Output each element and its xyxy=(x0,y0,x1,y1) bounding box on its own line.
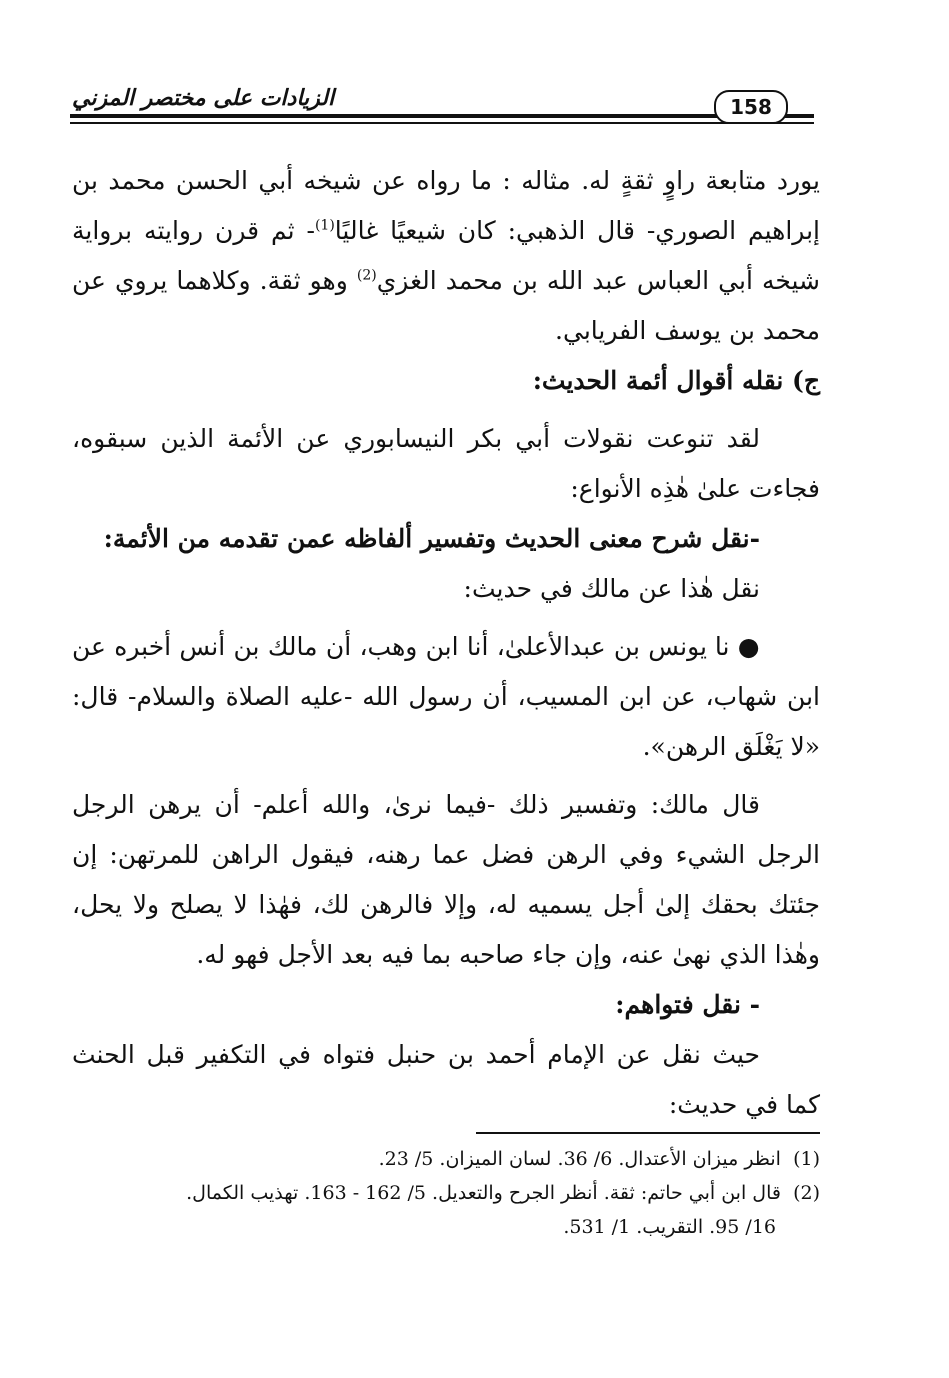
footnote-2 xyxy=(80,1176,820,1210)
footnote-1-number: (1) xyxy=(793,1148,820,1170)
footnote-2-continuation: 16/ 95. التقريب. 1/ 531. xyxy=(563,1216,776,1238)
footnote-2-number: (2) xyxy=(793,1182,820,1204)
paragraph-fatwa: حيث نقل عن الإمام أحمد بن حنبل فتواه في التكفير قبل الحنث كما في حديث: xyxy=(72,1040,820,1119)
footnotes xyxy=(80,1142,820,1244)
footnote-ref-1: (1) xyxy=(314,217,335,234)
section-heading: ج) نقله أقوال أئمة الحديث: xyxy=(532,366,820,395)
list-item-explanation: -نقل شرح معنى الحديث وتفسير ألفاظه عمن تقدمه من الأئمة: xyxy=(103,524,760,553)
footnote-1-text: انظر ميزان الأعتدال. 6/ 36. لسان الميزان. 5/ 23. xyxy=(378,1148,781,1170)
paragraph-malik-intro: نقل هٰذا عن مالك في حديث: xyxy=(463,574,760,603)
footnote-2-text: قال ابن أبي حاتم: ثقة. أنظر الجرح والتعديل. 5/ 162 - 163. تهذيب الكمال. xyxy=(186,1182,781,1204)
paragraph-intro-part3: وهو ثقة. وكلاهما يروي عن محمد بن يوسف الفريابي. xyxy=(72,266,820,345)
page-header xyxy=(70,80,814,130)
main-text xyxy=(72,156,820,1130)
running-title: الزيادات على مختصر المزني xyxy=(72,86,335,111)
list-item-fatwa: - نقل فتواهم: xyxy=(615,990,760,1019)
paragraph-intro-part1: يورد متابعة راوٍ ثقةٍ له. مثاله : ما رواه عن شيخه أبي الحسن محمد بن إبراهيم الصوري- قال الذهبي: كان شيعيًا غاليًا xyxy=(72,166,820,245)
footnote-ref-2: (2) xyxy=(356,267,377,284)
header-rule-thin xyxy=(70,122,814,124)
hadith-body: نا يونس بن عبدالأعلىٰ، أنا ابن وهب، أن مالك بن أنس أخبره عن ابن شهاب، عن ابن المسيب، أن رسول الله -عليه الصلاة والسلام- قال: «لا يَغْلَق الرهن». xyxy=(72,632,820,761)
bullet-icon: ● xyxy=(737,632,760,661)
footnote-1 xyxy=(80,1142,820,1176)
malik-commentary: قال مالك: وتفسير ذلك -فيما نرىٰ، والله أعلم- أن يرهن الرجل الرجل الشيء وفي الرهن فضل عما رهنه، فيقول الراهن للمرتهن: إن جئتك بحقك إلىٰ أجل يسميه له، وإلا فالرهن لك، فهٰذا لا يصلح ولا يحل، وهٰذا الذي نهىٰ عنه، وإن جاء صاحبه بما فيه بعد الأجل فهو له. xyxy=(72,790,820,969)
paragraph-intro xyxy=(72,156,820,356)
paragraph-types: لقد تنوعت نقولات أبي بكر النيسابوري عن الأئمة الذين سبقوه، فجاءت علىٰ هٰذِه الأنواع: xyxy=(72,424,820,503)
page-number: 158 xyxy=(714,90,788,124)
footnote-separator xyxy=(476,1132,820,1134)
paragraph-intro-part2: - ثم قرن روايته برواية شيخه أبي العباس عبد الله بن محمد الغزي xyxy=(72,216,820,295)
header-rule-thick xyxy=(70,114,814,118)
hadith-text xyxy=(72,622,820,772)
